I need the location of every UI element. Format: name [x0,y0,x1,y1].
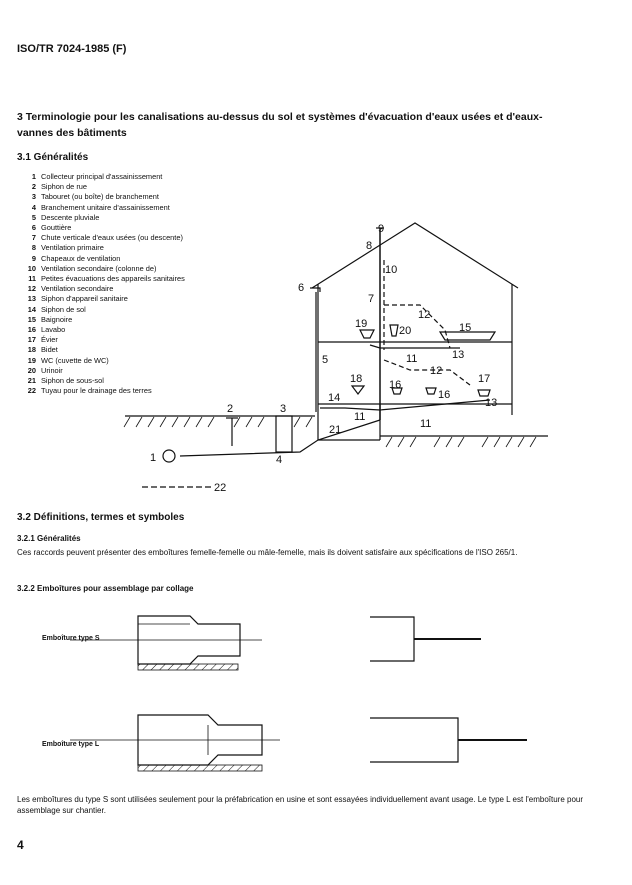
section-3-2-1-text: Ces raccords peuvent présenter des emboîtures femelle-femelle ou mâle-femelle, mais ils doivent satisfaire aux spécifications de l'ISO 265/1. [17,548,518,557]
fig-label-3: 3 [280,403,287,415]
inspection-chamber [276,416,292,452]
fig-label-19: 19 [355,318,368,330]
fig-label-1: 1 [150,452,157,464]
socket-type-l-symbol [370,718,527,762]
legend-number: 3 [31,192,36,202]
legend-number: 10 [27,263,36,273]
legend-label: Tuyau pour le drainage des terres [41,386,152,396]
legend-number: 15 [27,314,36,324]
legend-label: WC (cuvette de WC) [41,355,109,365]
fig-label-12-lower: 12 [430,365,443,377]
legend-number: 12 [27,284,36,294]
fig-label-8: 8 [366,240,373,252]
legend-label: Siphon d'appareil sanitaire [41,294,128,304]
socket-type-s-symbol [370,617,481,661]
fig-label-16-b: 16 [438,389,451,401]
building-drain [180,420,380,456]
legend-number: 4 [31,202,36,212]
branch-upper [370,345,460,348]
legend-label: Tabouret (ou boîte) de branchement [41,192,159,202]
wc-bowl [360,330,374,338]
legend-label: Évier [41,335,58,345]
legend-label: Ventilation secondaire (colonne de) [41,263,157,273]
fig-label-13-upper: 13 [452,349,465,361]
fig-label-6: 6 [298,282,305,294]
legend-label: Siphon de sous-sol [41,376,104,386]
fig-label-5: 5 [322,354,329,366]
fig-label-11-basement: 11 [354,411,366,423]
fig-label-16-a: 16 [389,379,402,391]
legend-label: Gouttière [41,223,72,233]
fig-label-4: 4 [276,454,283,466]
legend-number: 6 [31,223,36,233]
socket-type-s-section [70,616,262,670]
legend-number: 21 [27,376,36,386]
section-3-1-heading: 3.1 Généralités [17,152,89,163]
fig-label-15: 15 [459,322,472,334]
branch-lower [320,400,490,410]
socket-drawings [0,600,632,790]
socket-type-l-section [70,715,280,771]
legend-label: Chapeaux de ventilation [41,253,121,263]
legend-label: Siphon de rue [41,182,88,192]
legend-number: 17 [27,335,36,345]
legend-label: Lavabo [41,325,66,335]
legend-number: 9 [31,253,36,263]
section-3-2-2-heading: 3.2.2 Emboîtures pour assemblage par collage [17,584,194,593]
fig-label-11-lower: 11 [420,418,432,430]
legend-label: Ventilation secondaire [41,284,114,294]
legend-number: 14 [27,304,36,314]
fig-label-21: 21 [329,424,342,436]
legend-number: 18 [27,345,36,355]
fig-label-2: 2 [227,403,234,415]
legend-number: 16 [27,325,36,335]
fig-label-11-upper: 11 [406,353,418,365]
legend-number: 19 [27,355,36,365]
urinal [390,325,398,336]
fig-label-9: 9 [378,223,385,235]
page-number: 4 [17,838,24,852]
legend-label: Descente pluviale [41,212,100,222]
legend-label: Baignoire [41,314,73,324]
legend-label: Chute verticale d'eaux usées (ou descente) [41,233,183,243]
legend-number: 2 [31,182,36,192]
socket-type-s-label: Emboîture type S [42,635,100,642]
legend-label: Bidet [41,345,58,355]
socket-description: Les emboîtures du type S sont utilisées seulement pour la préfabrication en usine et sont essayées individuellement avant usage. Le type L est l'emboîture pour assemblage sur chantier. [17,795,584,815]
legend-number: 7 [31,233,36,243]
legend-number: 13 [27,294,36,304]
legend-label: Urinoir [41,365,63,375]
fig-label-22: 22 [214,482,227,494]
legend-label: Ventilation primaire [41,243,104,253]
section-3-2-1-heading: 3.2.1 Généralités [17,534,81,543]
bidet [352,386,364,394]
document-reference: ISO/TR 7024-1985 (F) [17,43,127,55]
fig-label-14: 14 [328,392,341,404]
main-sewer [163,450,175,462]
legend-number: 1 [31,172,36,181]
section-3-heading: 3 Terminologie pour les canalisations au-dessus du sol et systèmes d'évacuation d'eaux usées et d'eaux-vannes des bâtiments [17,111,543,139]
fig-label-12-upper: 12 [418,309,431,321]
washbasin-2 [426,388,436,394]
legend-number: 8 [31,243,36,253]
legend-number: 20 [27,365,36,375]
legend-number: 5 [31,212,36,222]
fig-label-10: 10 [385,264,398,276]
fig-label-18: 18 [350,373,363,385]
fig-label-7: 7 [368,293,375,305]
socket-type-l-label: Emboîture type L [42,741,100,748]
house-roof [312,223,518,288]
legend-label: Collecteur principal d'assainissement [41,172,163,181]
legend-label: Siphon de sol [41,304,86,314]
fig-label-20: 20 [399,325,412,337]
fig-label-17: 17 [478,373,491,385]
section-3-2-heading: 3.2 Définitions, termes et symboles [17,512,185,523]
sink [478,390,490,396]
legend-label: Branchement unitaire d'assainissement [41,202,170,212]
legend-number: 11 [28,274,36,284]
legend-label: Petites évacuations des appareils sanitaires [41,274,185,284]
legend-number: 22 [27,386,36,396]
fig-label-13-lower: 13 [485,397,498,409]
